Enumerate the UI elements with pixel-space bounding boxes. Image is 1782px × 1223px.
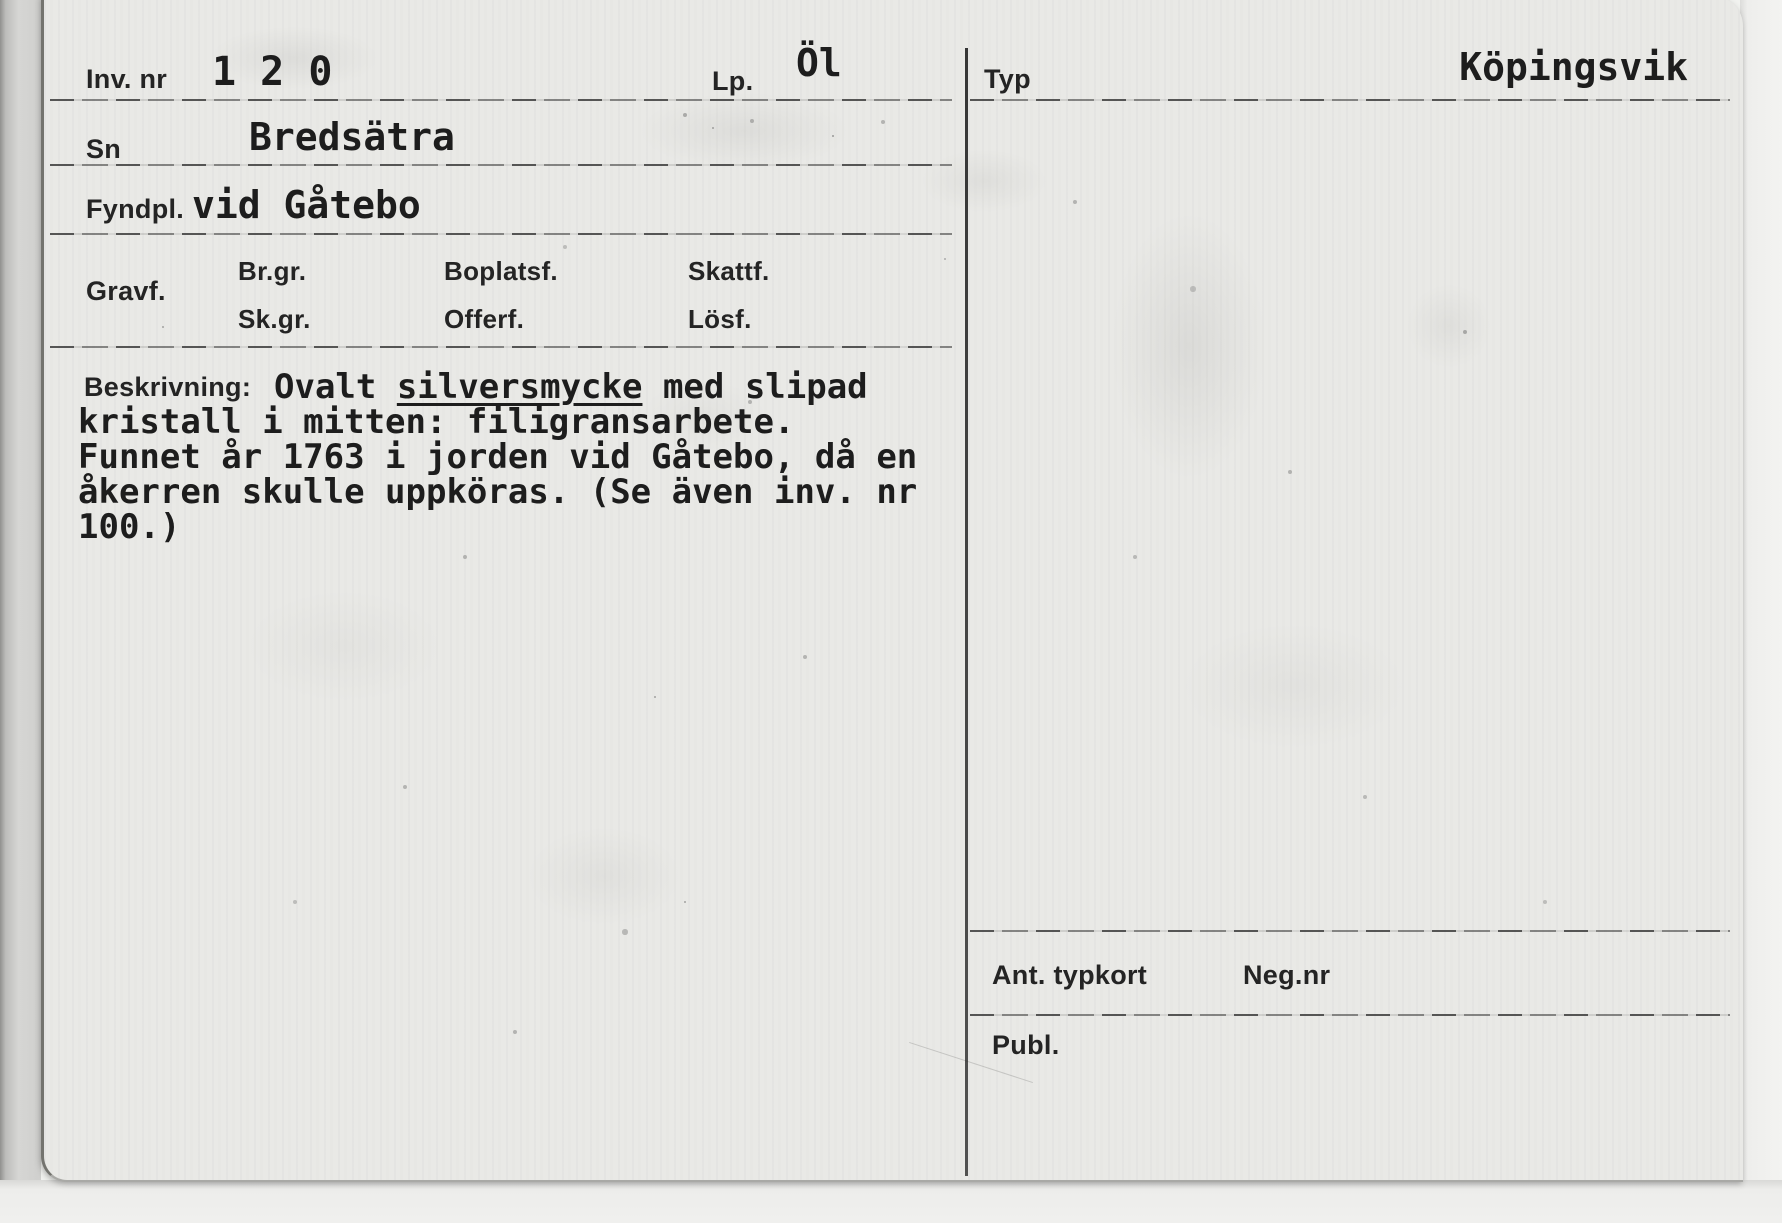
description-text xyxy=(78,367,958,547)
losf-label: Lösf. xyxy=(688,304,752,334)
boplatsf-label: Boplatsf. xyxy=(444,256,558,286)
rule-under-invnr-row xyxy=(50,99,952,101)
column-divider-line xyxy=(965,48,968,1176)
description-line-2: kristall i mitten: filigransarbete. xyxy=(78,402,795,442)
scan-right-margin xyxy=(1740,0,1782,1223)
inv-nr-label: Inv. nr xyxy=(86,64,168,94)
rule-under-gravf-row xyxy=(50,346,952,348)
typ-value: Köpingsvik xyxy=(1459,45,1688,89)
rule-under-negnr-row xyxy=(970,1014,1730,1016)
lp-label: Lp. xyxy=(712,66,754,96)
skattf-label: Skattf. xyxy=(688,256,770,286)
sn-label: Sn xyxy=(86,134,122,164)
publ-label: Publ. xyxy=(992,1030,1060,1060)
typ-label: Typ xyxy=(984,64,1031,94)
gravf-label: Gravf. xyxy=(86,276,166,306)
description-line-4: åkerren skulle uppköras. (Se även inv. nr xyxy=(78,472,918,512)
description-line-1: Ovalt silversmycke med slipad xyxy=(274,367,868,407)
rule-under-sn-row xyxy=(50,164,952,166)
rule-under-typ-row xyxy=(970,99,1730,101)
description-line-3: Funnet år 1763 i jorden vid Gåtebo, då en xyxy=(78,437,918,477)
offerf-label: Offerf. xyxy=(444,304,525,334)
sn-value: Bredsätra xyxy=(249,115,455,159)
underlined-word: silversmycke xyxy=(396,367,643,407)
rule-above-ant-typkort xyxy=(970,930,1730,932)
skgr-label: Sk.gr. xyxy=(238,304,311,334)
description-line-5: 100.) xyxy=(78,507,181,547)
lp-value: Öl xyxy=(796,41,842,85)
inv-nr-value: 1 2 0 xyxy=(212,49,333,95)
ant-typkort-label: Ant. typkort xyxy=(992,960,1148,990)
fyndpl-label: Fyndpl. xyxy=(86,194,185,224)
fyndpl-value: vid Gåtebo xyxy=(192,183,421,227)
scan-bottom-margin xyxy=(0,1180,1782,1223)
rule-under-fyndpl-row xyxy=(50,233,952,235)
brgr-label: Br.gr. xyxy=(238,256,307,286)
neg-nr-label: Neg.nr xyxy=(1243,960,1331,990)
index-card xyxy=(41,0,1743,1182)
scan-left-margin xyxy=(0,0,41,1223)
beskrivning-label: Beskrivning: xyxy=(84,372,252,402)
